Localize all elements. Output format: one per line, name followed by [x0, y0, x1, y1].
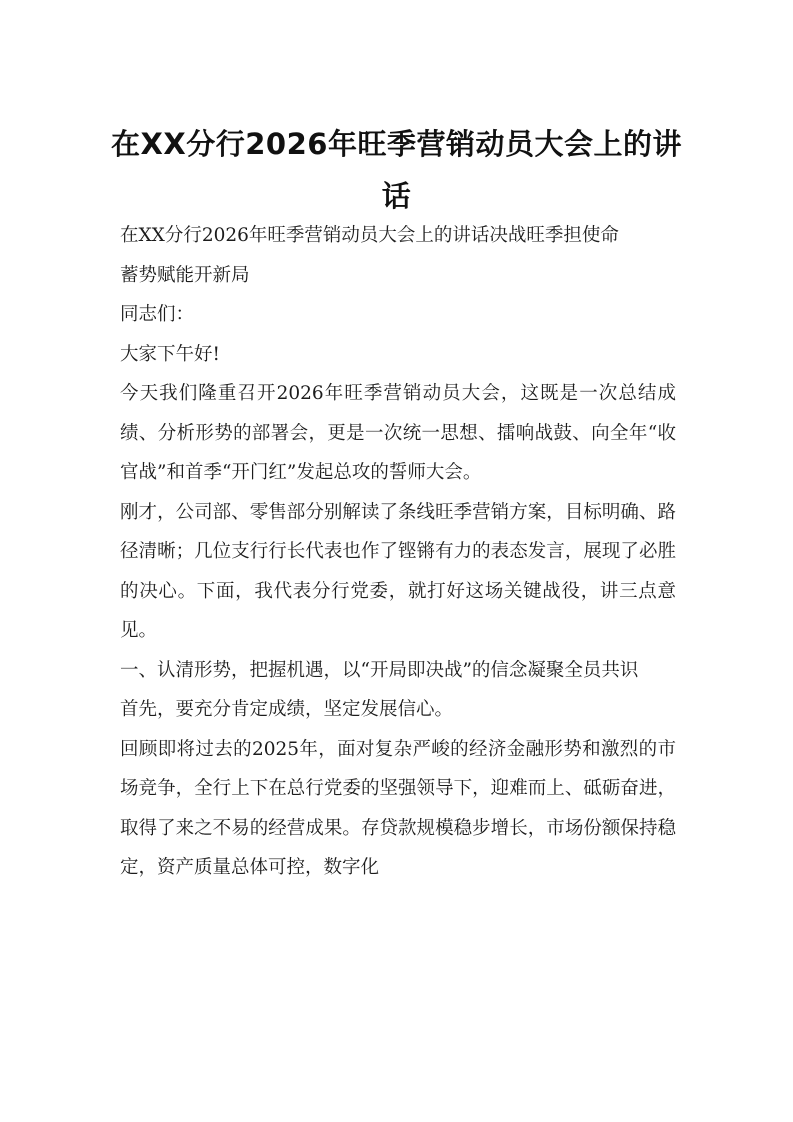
paragraph-body: 首先，要充分肯定成绩，坚定发展信心。 — [120, 699, 454, 720]
paragraph-body: 今天我们隆重召开2026年旺季营销动员大会，这既是一次总结成绩、分析形势的部署会，更是一次统一思想、擂响战鼓、向全年“收官战”和首季“开门红”发起总攻的誓师大会。 — [120, 383, 676, 483]
section-heading: 一、认清形势，把握机遇，以“开局即决战”的信念凝聚全员共识 — [120, 659, 639, 681]
paragraph-body: 回顾即将过去的2025年，面对复杂严峻的经济金融形势和激烈的市场竞争，全行上下在总行党委的坚强领导下，迎难而上、砥砺奋进，取得了来之不易的经营成果。存贷款规模稳步增长，市场份额保持稳定，资产质量总体可控，数字化 — [120, 738, 676, 878]
paragraph-subtitle: 蓄势赋能开新局 — [120, 264, 250, 286]
paragraph-greeting: 大家下午好! — [120, 343, 220, 365]
document-title: 在XX分行2026年旺季营销动员大会上的讲话 — [111, 127, 682, 213]
paragraph-salutation: 同志们： — [120, 304, 195, 325]
document-body — [120, 216, 676, 888]
paragraph-body: 刚才，公司部、零售部分别解读了条线旺季营销方案，目标明确、路径清晰；几位支行行长代表也作了铿锵有力的表态发言，展现了必胜的决心。下面，我代表分行党委，就打好这场关键战役，讲三点意见。 — [120, 501, 676, 641]
paragraph-heading-line: 在XX分行2026年旺季营销动员大会上的讲话决战旺季担使命 — [120, 225, 619, 246]
